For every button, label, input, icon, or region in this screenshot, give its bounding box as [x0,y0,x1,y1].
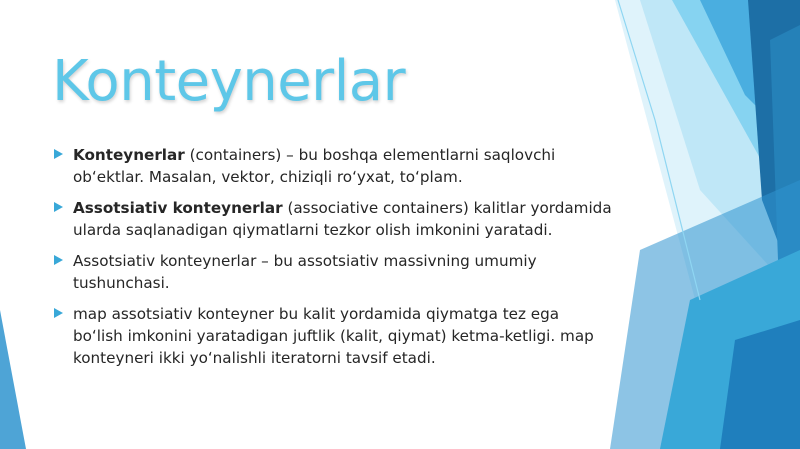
bullet-item-associative-concept [52,250,612,294]
bullet-item-associative-containers [52,197,612,241]
bullet-text: Assotsiativ konteynerlar – bu assotsiativ massivning umumiy tushunchasi. [73,252,537,292]
triangle-bullet-icon [54,202,63,212]
left-edge-shape [0,310,26,449]
triangle-bullet-icon [54,149,63,159]
bullet-text: (containers) – bu boshqa elementlarni saqlovchi obʻektlar. Masalan, vektor, chiziqli roʻyxat, toʻplam. [73,146,556,186]
bullet-text: map assotsiativ konteyner bu kalit yordamida qiymatga tez ega boʻlish imkonini yaratadigan juftlik (kalit, qiymat) ketma-ketligi. map konteyneri ikki yoʻnalishli iteratorni tavsif etadi. [73,305,594,367]
bullet-text: (associative containers) kalitlar yordamida ularda saqlanadigan qiymatlarni tezkor olish imkonini yaratadi. [73,199,612,239]
bullet-item-containers [52,144,612,188]
bullet-item-map-container [52,303,612,369]
triangle-bullet-icon [54,255,63,265]
bullet-list [52,144,612,378]
slide-title: Konteynerlar [52,49,406,114]
bullet-term: Konteynerlar [73,146,185,164]
triangle-bullet-icon [54,308,63,318]
bullet-term: Assotsiativ konteynerlar [73,199,283,217]
